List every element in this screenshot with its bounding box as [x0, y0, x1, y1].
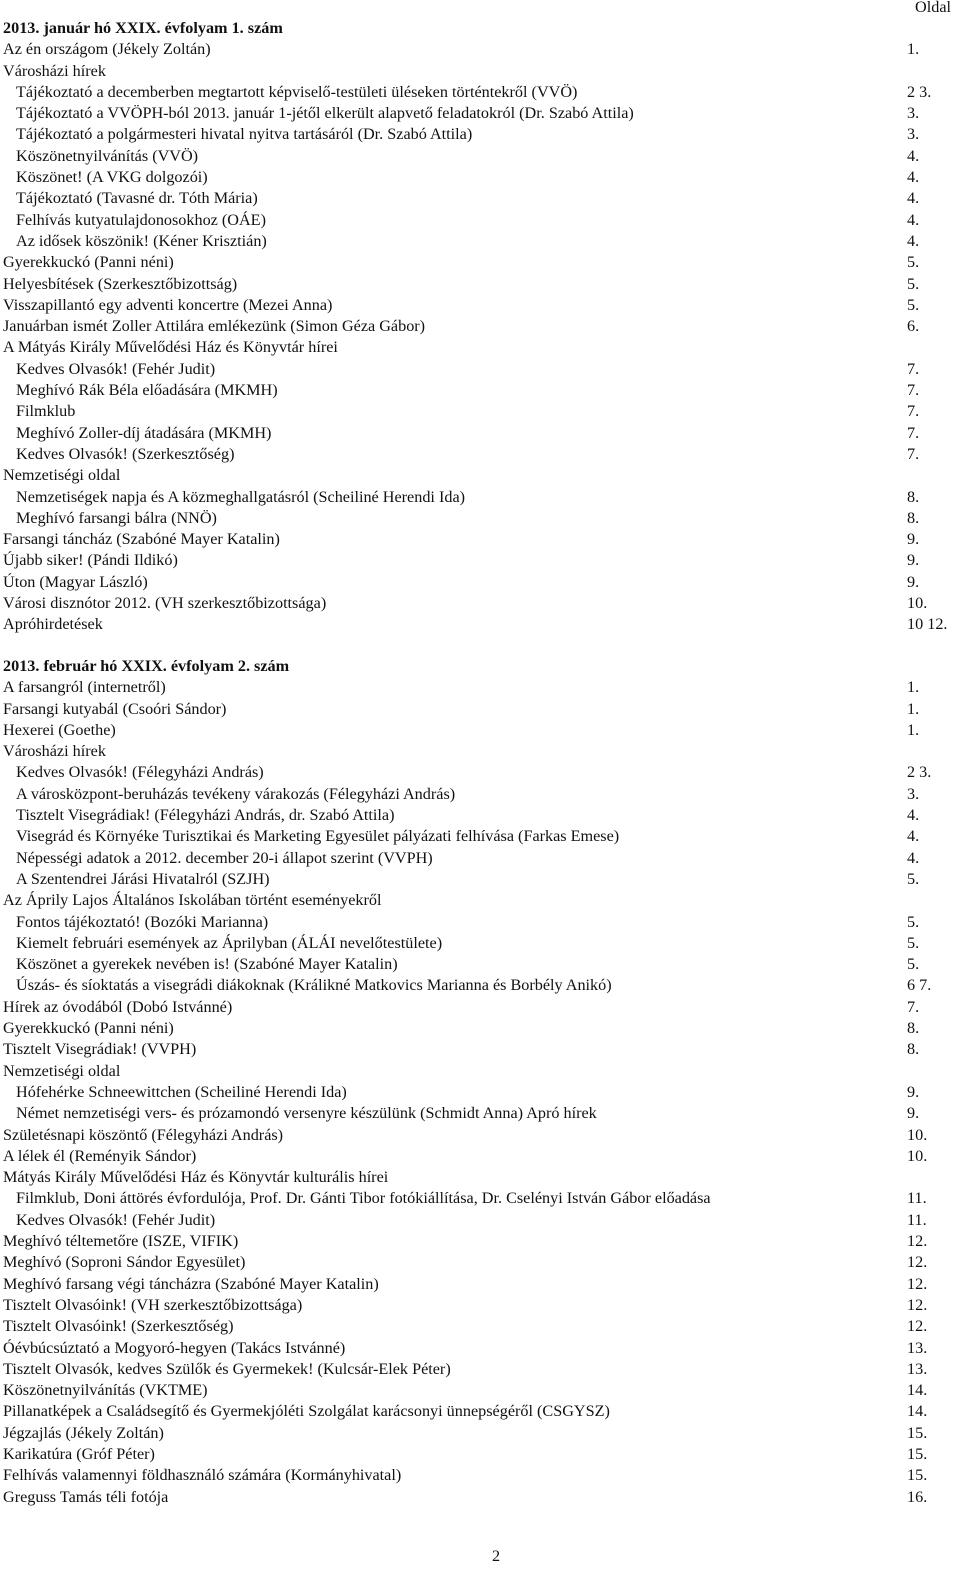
toc-entry	[3, 337, 958, 358]
toc-entry-page: 4.	[907, 189, 920, 208]
toc-entry	[3, 677, 958, 698]
toc-entry-title: Hírek az óvodából (Dobó Istvánné)	[3, 997, 233, 1016]
toc-entry	[3, 1039, 958, 1060]
toc-entry	[3, 593, 958, 614]
toc-entry-page: 9.	[907, 1082, 920, 1101]
toc-entry-page: 8.	[907, 508, 920, 527]
toc-entry-title: Filmklub	[16, 402, 76, 421]
toc-entry	[3, 1380, 958, 1401]
toc-entry	[3, 529, 958, 550]
toc-entry-title: Kedves Olvasók! (Fehér Judit)	[16, 1210, 216, 1229]
toc-entry	[3, 550, 958, 571]
toc-entry	[3, 1423, 958, 1444]
toc-entry	[3, 1338, 958, 1359]
toc-entry-title: Városházi hírek	[3, 61, 106, 80]
toc-entry-page: 15.	[907, 1444, 928, 1463]
toc-entry-title: Meghívó Rák Béla előadására (MKMH)	[16, 381, 278, 400]
issue-section-february	[3, 656, 958, 1508]
toc-entry	[3, 975, 958, 996]
toc-entry	[3, 1465, 958, 1486]
toc-entry	[3, 912, 958, 933]
toc-entry-page: 9.	[907, 530, 920, 549]
toc-entry-page: 7.	[907, 444, 920, 463]
toc-entry-page: 1.	[907, 699, 920, 718]
toc-entry-title: Gyerekkuckó (Panni néni)	[3, 1019, 174, 1038]
toc-entry	[3, 1401, 958, 1422]
toc-entry-title: Tisztelt Olvasóink! (Szerkesztőség)	[3, 1317, 234, 1336]
toc-entry-page: 4.	[907, 827, 920, 846]
toc-entry	[3, 188, 958, 209]
toc-entry-title: Óévbúcsúztató a Mogyoró-hegyen (Takács Istvánné)	[3, 1338, 346, 1357]
toc-entry	[3, 1188, 958, 1209]
toc-entry	[3, 252, 958, 273]
toc-entry	[3, 1274, 958, 1295]
toc-entry	[3, 614, 958, 635]
toc-entry-title: Német nemzetiségi vers- és prózamondó versenyre készülünk (Schmidt Anna) Apró hírek	[16, 1104, 597, 1123]
toc-entry	[3, 1210, 958, 1231]
toc-entry-title: Tisztelt Visegrádiak! (Félegyházi András, dr. Szabó Attila)	[16, 806, 395, 825]
toc-entry-title: Meghívó farsang végi táncházra (Szabóné Mayer Katalin)	[3, 1274, 379, 1293]
toc-entry	[3, 1167, 958, 1188]
toc-entry-page: 5.	[907, 253, 920, 272]
toc-entry-page: 9.	[907, 551, 920, 570]
toc-entry-page: 7.	[907, 423, 920, 442]
toc-entry-page: 8.	[907, 1040, 920, 1059]
toc-entry	[3, 1018, 958, 1039]
toc-entry-page: 15.	[907, 1466, 928, 1485]
toc-entry-title: Kedves Olvasók! (Szerkesztőség)	[16, 444, 235, 463]
toc-entry-title: Kedves Olvasók! (Félegyházi András)	[16, 763, 264, 782]
toc-entry-page: 6.	[907, 317, 920, 336]
toc-entry	[3, 741, 958, 762]
toc-entry	[3, 39, 958, 60]
toc-entry-title: Népességi adatok a 2012. december 20-i állapot szerint (VVPH)	[16, 848, 433, 867]
toc-entry-title: Hexerei (Goethe)	[3, 720, 116, 739]
toc-entry-title: Köszönet! (A VKG dolgozói)	[16, 168, 208, 187]
toc-entry-title: Újabb siker! (Pándi Ildikó)	[3, 551, 178, 570]
toc-entry	[3, 1061, 958, 1082]
toc-entry	[3, 487, 958, 508]
toc-entry-title: Városházi hírek	[3, 742, 106, 761]
toc-entry-title: Tisztelt Visegrádiak! (VVPH)	[3, 1040, 197, 1059]
toc-entry-title: Az idősek köszönik! (Kéner Krisztián)	[16, 231, 267, 250]
toc-entry-title: Tájékoztató a VVÖPH-ból 2013. január 1-jétől elkerült alapvető feladatokról (Dr. Szabó Attila)	[16, 104, 634, 123]
toc-entry-title: Felhívás valamennyi földhasználó számára (Kormányhivatal)	[3, 1466, 402, 1485]
toc-entry	[3, 167, 958, 188]
toc-entry-title: Jégzajlás (Jékely Zoltán)	[3, 1423, 164, 1442]
toc-entry	[3, 1444, 958, 1465]
toc-entry-page: 14.	[907, 1381, 928, 1400]
toc-entry-title: Meghívó Zoller-díj átadására (MKMH)	[16, 423, 272, 442]
toc-entry-title: A Mátyás Király Művelődési Ház és Könyvtár hírei	[3, 338, 338, 357]
toc-entry-page: 4.	[907, 231, 920, 250]
toc-entry-page: 12.	[907, 1295, 928, 1314]
toc-entry-page: 14.	[907, 1402, 928, 1421]
issue-heading: 2013. január hó XXIX. évfolyam 1. szám	[3, 19, 283, 37]
toc-entry-page: 7.	[907, 997, 920, 1016]
toc-entry	[3, 826, 958, 847]
toc-entry	[3, 82, 958, 103]
toc-entry-page: 1.	[907, 678, 920, 697]
toc-entry	[3, 997, 958, 1018]
toc-entry-title: Az Áprily Lajos Általános Iskolában történt eseményekről	[3, 891, 382, 910]
toc-entry-title: Mátyás Király Művelődési Ház és Könyvtár kulturális hírei	[3, 1168, 389, 1187]
toc-entry-page: 16.	[907, 1487, 928, 1506]
toc-entry-title: Az én országom (Jékely Zoltán)	[3, 40, 211, 59]
toc-entry-title: Greguss Tamás téli fotója	[3, 1487, 169, 1506]
toc-entry-page: 10.	[907, 594, 928, 613]
toc-entry-page: 5.	[907, 869, 920, 888]
toc-entry-page: 12.	[907, 1317, 928, 1336]
toc-entry-title: Apróhirdetések	[3, 615, 103, 634]
toc-entry-title: Úszás- és síoktatás a visegrádi diákoknak (Králikné Matkovics Marianna és Borbély Anikó)	[16, 976, 612, 995]
toc-entry-title: Farsangi táncház (Szabóné Mayer Katalin)	[3, 530, 280, 549]
toc-entry-page: 10.	[907, 1146, 928, 1165]
toc-entry	[3, 465, 958, 486]
toc-entry-page: 4.	[907, 210, 920, 229]
toc-entry-title: Fontos tájékoztató! (Bozóki Marianna)	[16, 912, 269, 931]
toc-entry-title: Nemzetiségi oldal	[3, 1061, 121, 1080]
toc-entry	[3, 1295, 958, 1316]
issue-section-january	[3, 18, 958, 636]
toc-entry-title: A lélek él (Reményik Sándor)	[3, 1146, 197, 1165]
toc-entry	[3, 954, 958, 975]
toc-entry	[3, 508, 958, 529]
toc-entry-title: A városközpont-beruházás tevékeny várakozás (Félegyházi András)	[16, 784, 456, 803]
page-number: 2	[492, 1547, 501, 1565]
toc-entry-page: 6 7.	[907, 976, 932, 995]
toc-entry	[3, 805, 958, 826]
toc-entry-title: Úton (Magyar László)	[3, 572, 148, 591]
toc-entry-page: 4.	[907, 146, 920, 165]
toc-entry-page: 7.	[907, 402, 920, 421]
toc-entry	[3, 401, 958, 422]
toc-entry-title: Köszönetnyilvánítás (VKTME)	[3, 1381, 208, 1400]
toc-entry-page: 8.	[907, 487, 920, 506]
toc-entry-title: Visszapillantó egy adventi koncertre (Mezei Anna)	[3, 295, 333, 314]
toc-entry-title: Tisztelt Olvasók, kedves Szülők és Gyermekek! (Kulcsár-Elek Péter)	[3, 1359, 451, 1378]
toc-entry	[3, 210, 958, 231]
toc-entry-page: 3.	[907, 125, 920, 144]
toc-entry-page: 11.	[907, 1210, 927, 1229]
toc-entry	[3, 61, 958, 82]
toc-entry-title: Hófehérke Schneewittchen (Scheiliné Herendi Ida)	[16, 1082, 347, 1101]
toc-entry-title: Kiemelt februári események az Áprilyban (ÁLÁI nevelőtestülete)	[16, 933, 443, 952]
toc-entry	[3, 699, 958, 720]
toc-entry-page: 5.	[907, 274, 920, 293]
toc-entry-title: Tájékoztató a polgármesteri hivatal nyitva tartásáról (Dr. Szabó Attila)	[16, 125, 473, 144]
toc-entry	[3, 103, 958, 124]
toc-entry-page: 4.	[907, 848, 920, 867]
toc-list	[3, 39, 958, 635]
toc-entry-page: 4.	[907, 168, 920, 187]
toc-entry	[3, 1359, 958, 1380]
toc-entry-title: Pillanatképek a Családsegítő és Gyermekjóléti Szolgálat karácsonyi ünnepségéről (CSGYSZ)	[3, 1402, 610, 1421]
toc-entry-page: 13.	[907, 1359, 928, 1378]
toc-entry-page: 2 3.	[907, 763, 932, 782]
page-column-header: Oldal	[915, 0, 951, 16]
toc-entry-title: Tájékoztató a decemberben megtartott képviselő-testületi üléseken történtekről (VVÖ)	[16, 82, 578, 101]
toc-entry-title: Helyesbítések (Szerkesztőbizottság)	[3, 274, 238, 293]
toc-entry	[3, 1103, 958, 1124]
toc-entry-title: Városi disznótor 2012. (VH szerkesztőbizottsága)	[3, 594, 327, 613]
toc-entry	[3, 380, 958, 401]
toc-entry	[3, 1487, 958, 1508]
toc-entry	[3, 359, 958, 380]
toc-entry-page: 1.	[907, 720, 920, 739]
toc-entry-page: 12.	[907, 1274, 928, 1293]
toc-entry	[3, 146, 958, 167]
toc-entry	[3, 316, 958, 337]
toc-entry-title: Karikatúra (Gróf Péter)	[3, 1444, 155, 1463]
toc-entry-title: Köszönetnyilvánítás (VVÖ)	[16, 146, 199, 165]
toc-entry-page: 9.	[907, 1104, 920, 1123]
toc-entry-page: 5.	[907, 912, 920, 931]
toc-entry	[3, 231, 958, 252]
toc-entry-title: Visegrád és Környéke Turisztikai és Marketing Egyesület pályázati felhívása (Farkas Emese)	[16, 827, 620, 846]
toc-entry-title: Születésnapi köszöntő (Félegyházi András)	[3, 1125, 284, 1144]
toc-entry-page: 12.	[907, 1232, 928, 1251]
toc-entry	[3, 848, 958, 869]
toc-list	[3, 677, 958, 1508]
toc-entry-page: 12.	[907, 1253, 928, 1272]
toc-entry	[3, 784, 958, 805]
toc-entry-title: A Szentendrei Járási Hivatalról (SZJH)	[16, 869, 270, 888]
toc-entry-page: 7.	[907, 381, 920, 400]
toc-entry-title: Meghívó (Soproni Sándor Egyesület)	[3, 1253, 246, 1272]
toc-entry	[3, 1316, 958, 1337]
toc-entry-page: 4.	[907, 806, 920, 825]
toc-entry-title: Farsangi kutyabál (Csoóri Sándor)	[3, 699, 227, 718]
issue-heading: 2013. február hó XXIX. évfolyam 2. szám	[3, 657, 290, 675]
toc-entry-page: 13.	[907, 1338, 928, 1357]
toc-entry-title: Meghívó téltemetőre (ISZE, VIFIK)	[3, 1232, 239, 1251]
toc-entry-page: 8.	[907, 1019, 920, 1038]
toc-entry-page: 3.	[907, 784, 920, 803]
toc-entry-page: 10.	[907, 1125, 928, 1144]
toc-entry-title: Gyerekkuckó (Panni néni)	[3, 253, 174, 272]
toc-entry-title: Meghívó farsangi bálra (NNÖ)	[16, 508, 217, 527]
toc-entry-page: 7.	[907, 359, 920, 378]
toc-entry	[3, 1125, 958, 1146]
toc-entry	[3, 869, 958, 890]
toc-entry-title: Tájékoztató (Tavasné dr. Tóth Mária)	[16, 189, 258, 208]
toc-entry	[3, 124, 958, 145]
toc-entry	[3, 1146, 958, 1167]
toc-entry	[3, 762, 958, 783]
toc-entry	[3, 1231, 958, 1252]
toc-entry-title: Nemzetiségi oldal	[3, 466, 121, 485]
toc-entry	[3, 1082, 958, 1103]
toc-entry-page: 2 3.	[907, 82, 932, 101]
toc-entry-title: Köszönet a gyerekek nevében is! (Szabóné Mayer Katalin)	[16, 955, 398, 974]
toc-entry	[3, 933, 958, 954]
toc-entry-page: 9.	[907, 572, 920, 591]
toc-entry-title: Nemzetiségek napja és A közmeghallgatásról (Scheiliné Herendi Ida)	[16, 487, 466, 506]
toc-entry	[3, 720, 958, 741]
toc-entry	[3, 423, 958, 444]
toc-entry-page: 3.	[907, 104, 920, 123]
toc-entry-title: A farsangról (internetről)	[3, 678, 166, 697]
toc-entry-page: 5.	[907, 295, 920, 314]
toc-entry-page: 5.	[907, 955, 920, 974]
toc-entry	[3, 890, 958, 911]
toc-entry-page: 1.	[907, 40, 920, 59]
toc-entry	[3, 572, 958, 593]
toc-entry	[3, 274, 958, 295]
toc-entry-page: 5.	[907, 933, 920, 952]
toc-entry	[3, 444, 958, 465]
toc-entry	[3, 295, 958, 316]
toc-entry-title: Januárban ismét Zoller Attilára emlékezünk (Simon Géza Gábor)	[3, 317, 426, 336]
toc-entry-title: Tisztelt Olvasóink! (VH szerkesztőbizottsága)	[3, 1295, 303, 1314]
toc-entry-title: Kedves Olvasók! (Fehér Judit)	[16, 359, 216, 378]
toc-entry-page: 11.	[907, 1189, 927, 1208]
toc-entry	[3, 1252, 958, 1273]
toc-entry-page: 10 12.	[907, 615, 948, 634]
toc-entry-title: Felhívás kutyatulajdonosokhoz (OÁE)	[16, 210, 266, 229]
toc-entry-title: Filmklub, Doni áttörés évfordulója, Prof. Dr. Gánti Tibor fotókiállítása, Dr. Cselényi István Gábor előadása	[16, 1189, 711, 1208]
toc-entry-page: 15.	[907, 1423, 928, 1442]
